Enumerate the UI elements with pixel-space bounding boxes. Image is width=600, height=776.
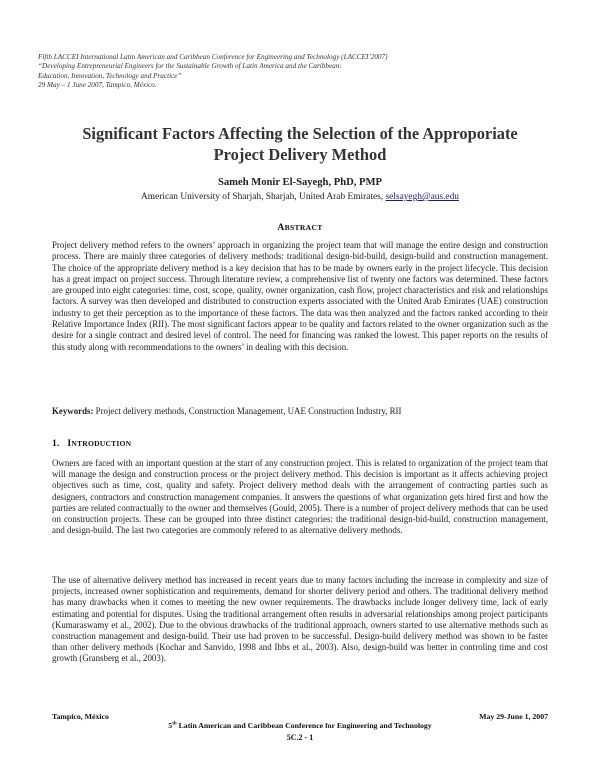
conference-header bbox=[38, 53, 578, 90]
header-line-4: 29 May – 1 June 2007, Tampico, México. bbox=[38, 80, 157, 89]
section-heading-first: I bbox=[67, 438, 72, 449]
section-heading-rest: NTRODUCTION bbox=[71, 439, 132, 448]
footer-conf-text: Latin American and Caribbean Conference for Engineering and Technology bbox=[176, 721, 432, 730]
header-line-2: “Developing Entrepreneurial Engineers for the Sustainable Growth of Latin America and the Caribbean: bbox=[38, 62, 342, 71]
footer-conf-number: 5 bbox=[168, 721, 173, 730]
footer-location: Tampico, México bbox=[52, 712, 109, 721]
intro-paragraph-2: The use of alternative delivery method has increased in recent years due to many factors including the increase in complexity and size of projects, increased owner sophistication and requirements, demand for shorter delivery period and others. The traditional delivery method has many drawbacks when it comes to meeting the new owner requirements. The drawbacks include longer delivery time, lack of early estimating and potential for disputes. Using the traditional arrangement often results in adversarial relationships among project participants (Kumaraswamy et al., 2002). Due to the obvious drawbacks of the traditional approach, owners started to use alternative methods such as construction management and design-build. Their use had proven to be successful. Design-build delivery method was shown to be faster than other delivery methods (Kochar and Sanvido, 1998 and Ibbs et al., 2003). Also, design-build was better in controling time and cost growth (Gransberg et al., 2003). bbox=[52, 575, 548, 664]
author-email-link[interactable]: selsayegh@aus.edu bbox=[385, 192, 459, 202]
intro-paragraph-1: Owners are faced with an important question at the start of any construction project. This is related to organization of the project team that will manage the design and construction process or the project delivery method. This decision is important as it affects achieving project objectives such as time, cost, quality and safety. Project delivery method deals with the arrangement of contracting parties such as designers, contractors and construction management companies. It answers the questions of what organization gets hired first and how the parties are related contractually to the owner and themselves (Gould, 2005). There is a number of project delivery methods that can be used on construction projects. These can be grouped into three distinct categories: the traditional design-bid-build, construction management, and design-build. The last two categories are commonly refered to as alternative delivery methods. bbox=[52, 458, 548, 536]
author-name: Sameh Monir El-Sayegh, PhD, PMP bbox=[217, 177, 382, 188]
abstract-body: Project delivery method refers to the owners’ approach in organizing the project team that will manage the entire design and construction process. There are mainly three categories of delivery methods: traditional design-bid-build, design-build and construction management. The choice of the appropriate delivery method is a key decision that has to be made by owners early in the project lifecycle. This decision has a great impact on project success. Through literature review, a comprehensive list of twenty one factors was determined. These factors are grouped into eight categories: time, cost, scope, quality, owner organization, cash flow, project characteristics and risk and relationships factors. A survey was then developed and distributed to construction experts associated with the United Arab Emirates (UAE) construction industry to get their perception as to the importance of these factors. The data was then analyzed and the factors ranked according to their Relative Importance Index (RII). The most significant factors appear to be quality and factors related to the owner organization such as the desire for a single contract and desired level of control. The need for financing was ranked the lowest. This paper reports on the results of this study along with recommendations to the owners’ in dealing with this decision. bbox=[52, 240, 548, 352]
section-heading-introduction bbox=[52, 438, 131, 449]
header-line-3: Education, Innovation, Technology and Practice” bbox=[38, 71, 182, 80]
affiliation-text: American University of Sharjah, Sharjah, United Arab Emirates, bbox=[141, 192, 384, 202]
abstract-heading-first: A bbox=[277, 222, 285, 233]
footer-conference bbox=[40, 721, 560, 730]
author-affiliation bbox=[40, 192, 560, 202]
title-line-2: Project Delivery Method bbox=[213, 145, 387, 164]
abstract-heading-rest: BSTRACT bbox=[284, 223, 323, 232]
keywords-label: Keywords: bbox=[52, 406, 94, 416]
section-number: 1. bbox=[52, 438, 60, 449]
page-number: 5C.2 - 1 bbox=[286, 733, 314, 742]
header-line-1: Fifth LACCEI International Latin American and Caribbean Conference for Engineering and Technology (LACCEI’2007) bbox=[38, 53, 388, 61]
footer-conf-sup: th bbox=[172, 721, 177, 727]
keywords bbox=[52, 406, 548, 417]
abstract-heading bbox=[40, 222, 560, 233]
footer-date: May 29-June 1, 2007 bbox=[479, 712, 548, 721]
paper-title bbox=[40, 123, 560, 165]
keywords-text: Project delivery methods, Construction Management, UAE Construction Industry, RII bbox=[93, 406, 402, 416]
title-line-1: Significant Factors Affecting the Selection of the Approporiate bbox=[82, 124, 518, 143]
